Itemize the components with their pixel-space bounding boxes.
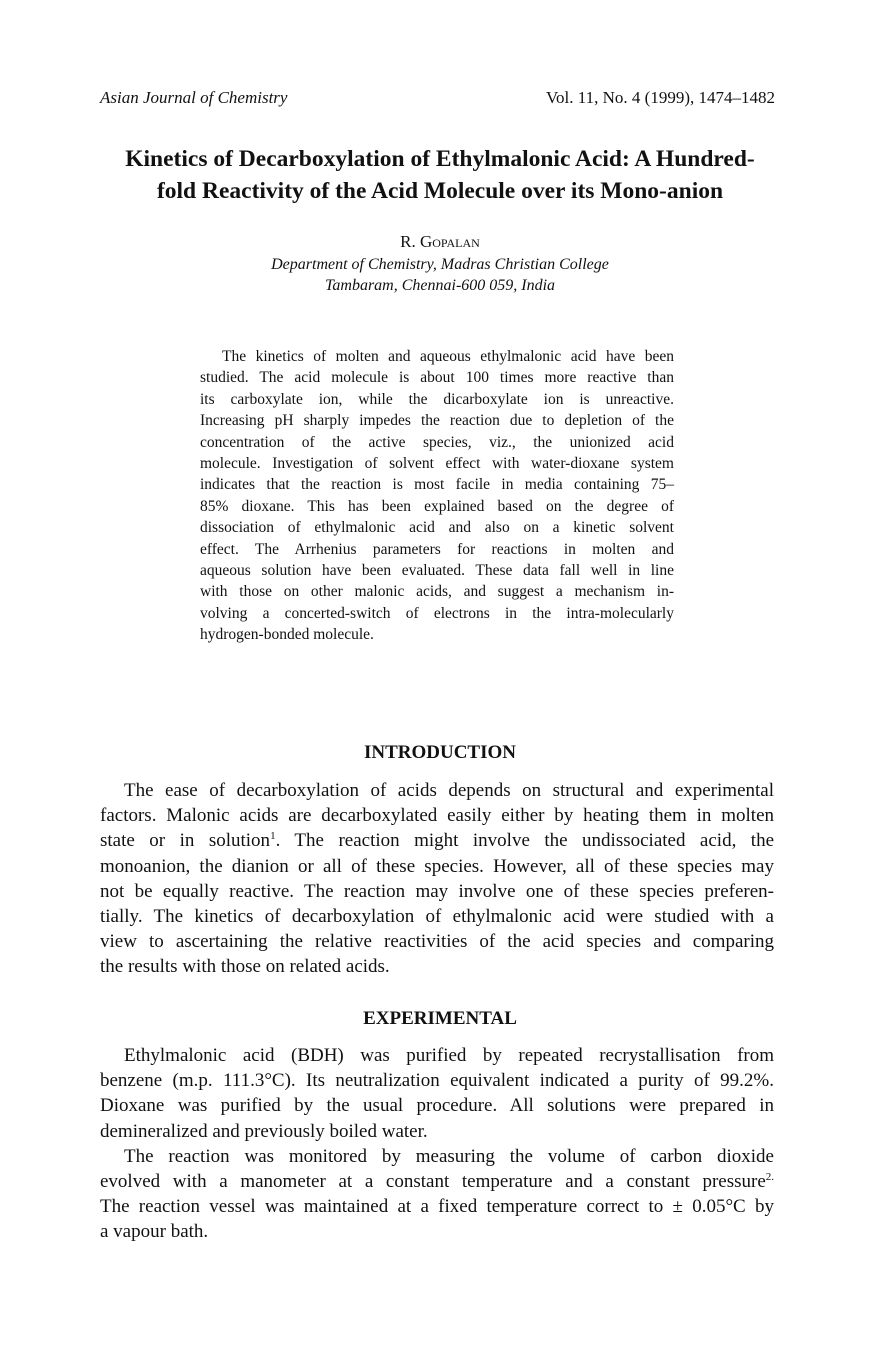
abstract-line: its carboxylate ion, while the dicarboxylate ion is unreactive. bbox=[200, 390, 674, 408]
body-line-with-citation bbox=[100, 828, 774, 853]
body-line: not be equally reactive. The reaction may involve one of these species preferen- bbox=[100, 880, 774, 902]
affiliation-line: Department of Chemistry, Madras Christian College bbox=[271, 256, 609, 273]
abstract-line: hydrogen-bonded molecule. bbox=[200, 626, 374, 644]
author-affiliation bbox=[0, 254, 880, 296]
body-line: a vapour bath. bbox=[100, 1221, 209, 1243]
title-line: fold Reactivity of the Acid Molecule over its Mono-anion bbox=[156, 178, 724, 204]
body-line: The ease of decarboxylation of acids depends on structural and experimental bbox=[124, 780, 774, 801]
body-line: Dioxane was purified by the usual procedure. All solutions were prepared in bbox=[100, 1095, 774, 1117]
abstract-line: dissociation of ethylmalonic acid and also on a kinetic solvent bbox=[200, 519, 674, 537]
introduction-body bbox=[100, 778, 774, 980]
abstract-line: studied. The acid molecule is about 100 times more reactive than bbox=[200, 369, 674, 387]
introduction-heading: INTRODUCTION bbox=[363, 742, 517, 763]
abstract-line: The kinetics of molten and aqueous ethylmalonic acid have been bbox=[222, 348, 674, 365]
author-initial: R. G bbox=[400, 232, 433, 251]
citation-ref-1: 1 bbox=[270, 830, 276, 843]
journal-name: Asian Journal of Chemistry bbox=[100, 88, 288, 107]
body-line: view to ascertaining the relative reactivities of the acid species and comparing bbox=[100, 931, 774, 953]
abstract-line: effect. The Arrhenius parameters for reactions in molten and bbox=[200, 540, 674, 558]
experimental-heading: EXPERIMENTAL bbox=[363, 1008, 517, 1029]
experimental-body bbox=[100, 1043, 774, 1245]
abstract-line: indicates that the reaction is most facile in media containing 75– bbox=[200, 476, 674, 494]
author-surname: opalan bbox=[432, 232, 480, 251]
abstract-line: aqueous solution have been evaluated. These data fall well in line bbox=[200, 562, 674, 580]
body-line: demineralized and previously boiled water. bbox=[100, 1120, 428, 1142]
abstract-line: molecule. Investigation of solvent effect with water-dioxane system bbox=[200, 455, 674, 473]
body-text-fragment: . The reaction might involve the undissociated acid, the bbox=[275, 830, 775, 852]
body-line: tially. The kinetics of decarboxylation of ethylmalonic acid were studied with a bbox=[100, 906, 774, 928]
author-name bbox=[0, 231, 880, 253]
abstract-line: 85% dioxane. This has been explained based on the degree of bbox=[200, 497, 674, 515]
running-header bbox=[100, 87, 775, 109]
body-line-with-citation bbox=[100, 1169, 774, 1194]
affiliation-line: Tambaram, Chennai-600 059, India bbox=[324, 277, 556, 294]
body-line: factors. Malonic acids are decarboxylated easily either by heating them in molten bbox=[100, 805, 774, 827]
body-line: the results with those on related acids. bbox=[100, 956, 390, 978]
volume-info: Vol. 11, No. 4 (1999), 1474–1482 bbox=[545, 88, 775, 107]
body-line: Ethylmalonic acid (BDH) was purified by repeated recrystallisation from bbox=[124, 1045, 774, 1066]
body-line: The reaction was monitored by measuring the volume of carbon dioxide bbox=[124, 1145, 774, 1167]
citation-ref-2: 2. bbox=[765, 1171, 774, 1184]
abstract-line: with those on other malonic acids, and suggest a mechanism in- bbox=[200, 583, 674, 601]
body-line: benzene (m.p. 111.3°C). Its neutralization equivalent indicated a purity of 99.2%. bbox=[100, 1070, 774, 1092]
body-text-fragment: evolved with a manometer at a constant temperature and a constant pressure bbox=[100, 1171, 766, 1193]
title-line: Kinetics of Decarboxylation of Ethylmalonic Acid: A Hundred- bbox=[125, 146, 755, 172]
abstract-line: concentration of the active species, viz., the unionized acid bbox=[200, 433, 674, 451]
abstract-line: volving a concerted-switch of electrons in the intra-molecularly bbox=[200, 604, 674, 622]
abstract bbox=[200, 346, 674, 646]
body-line: monoanion, the dianion or all of these species. However, all of these species may bbox=[100, 855, 774, 877]
paper-title bbox=[90, 143, 790, 207]
body-line: The reaction vessel was maintained at a fixed temperature correct to ± 0.05°C by bbox=[100, 1196, 774, 1218]
body-text-fragment: state or in solution bbox=[100, 830, 271, 852]
abstract-line: Increasing pH sharply impedes the reaction due to depletion of the bbox=[200, 412, 674, 430]
